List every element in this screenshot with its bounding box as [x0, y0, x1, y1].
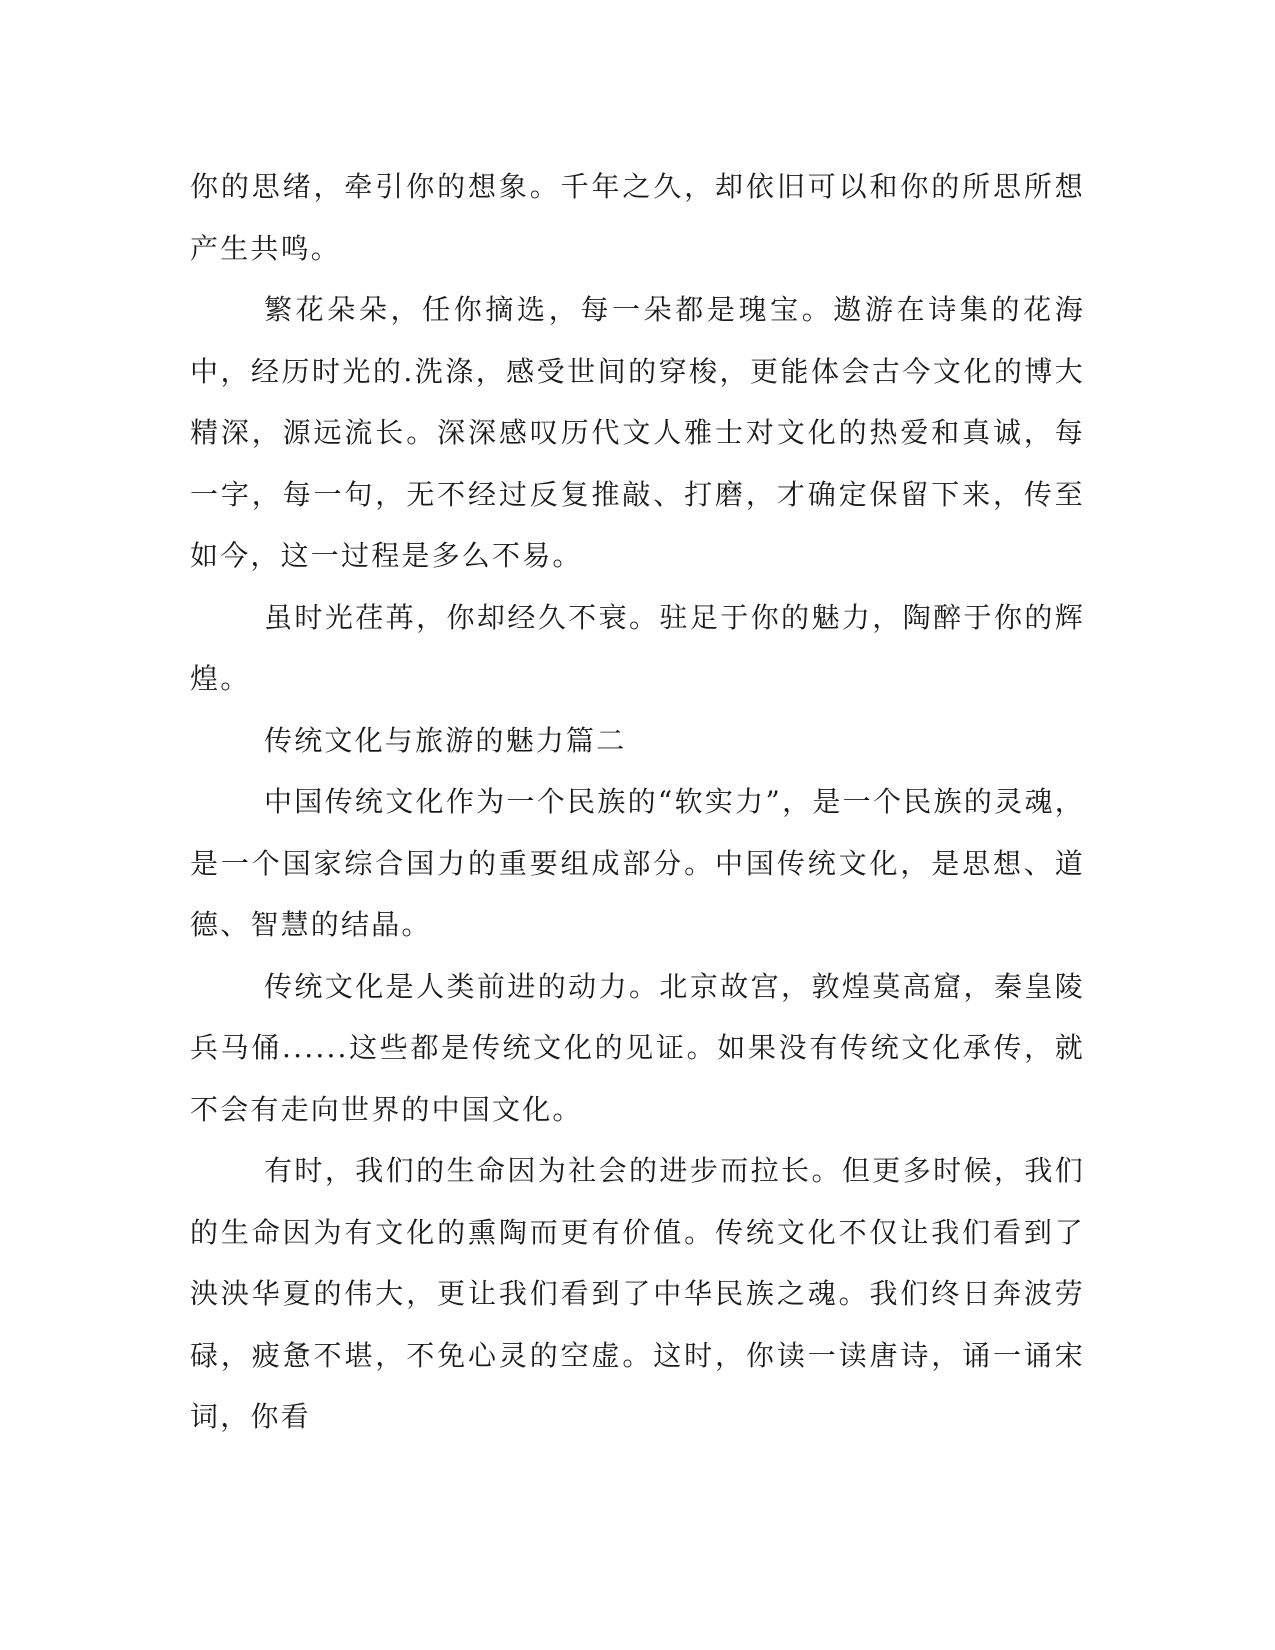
- paragraph-6: 有时，我们的生命因为社会的进步而拉长。但更多时候，我们的生命因为有文化的熏陶而更有价值。传统文化不仅让我们看到了泱泱华夏的伟大，更让我们看到了中华民族之魂。我们终日奔波劳碌，疲惫不堪，不免心灵的空虚。这时，你读一读唐诗，诵一诵宋词，你看: [190, 1154, 1085, 1433]
- paragraph-1: 你的思绪，牵引你的想象。千年之久，却依旧可以和你的所思所想产生共鸣。: [190, 170, 1085, 265]
- paragraph-3: 虽时光荏苒，你却经久不衰。驻足于你的魅力，陶醉于你的辉煌。: [190, 600, 1085, 695]
- document-body: [190, 156, 1085, 1448]
- paragraph-2: 繁花朵朵，任你摘选，每一朵都是瑰宝。遨游在诗集的花海中，经历时光的.洗涤，感受世间的穿梭，更能体会古今文化的博大精深，源远流长。深深感叹历代文人雅士对文化的热爱和真诚，每一字，每一句，无不经过反复推敲、打磨，才确定保留下来，传至如今，这一过程是多么不易。: [190, 293, 1085, 572]
- paragraph-5: 传统文化是人类前进的动力。北京故宫，敦煌莫高窟，秦皇陵兵马俑......这些都是传统文化的见证。如果没有传统文化承传，就不会有走向世界的中国文化。: [190, 969, 1085, 1126]
- paragraph-4: 中国传统文化作为一个民族的“软实力”，是一个民族的灵魂，是一个国家综合国力的重要组成部分。中国传统文化，是思想、道德、智慧的结晶。: [190, 785, 1085, 941]
- section-heading: 传统文化与旅游的魅力篇二: [264, 723, 627, 757]
